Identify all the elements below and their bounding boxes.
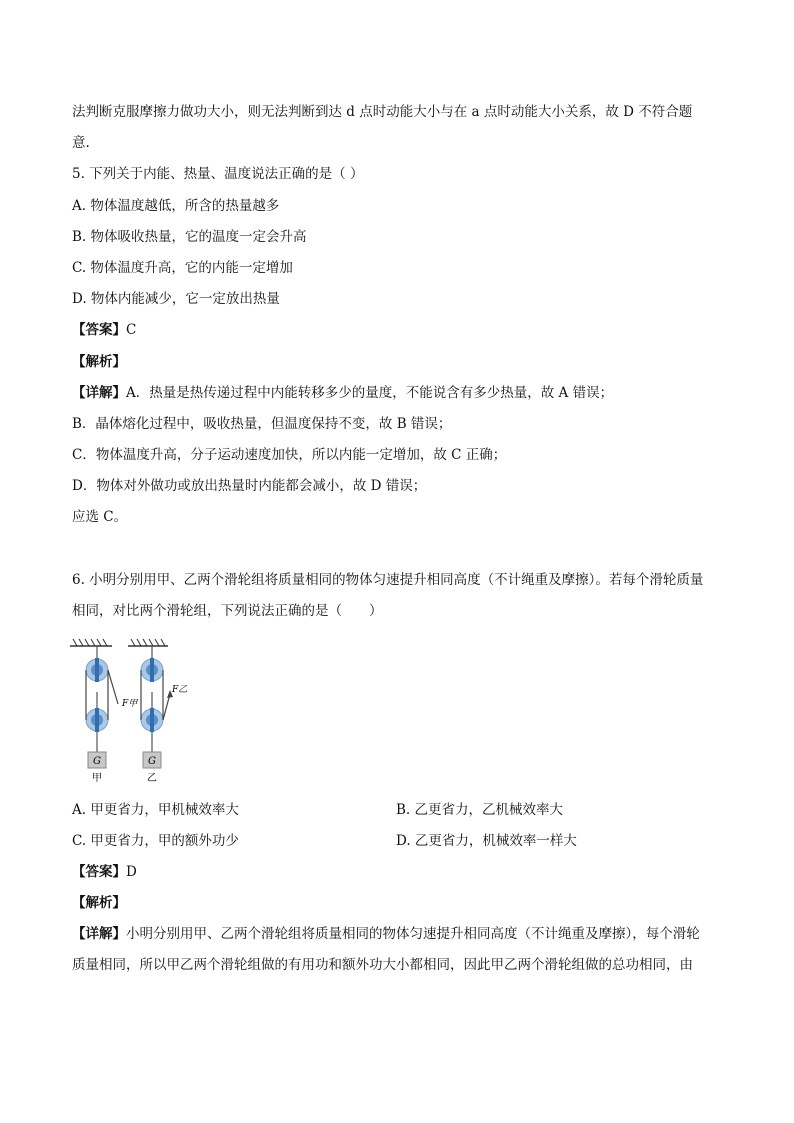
- q5-detail-line-3: C．物体温度升高，分子运动速度加快，所以内能一定增加，故 C 正确；: [72, 447, 507, 463]
- q5-answer: [72, 320, 136, 340]
- q6-option-b: B. 乙更省力，乙机械效率大: [396, 802, 564, 818]
- q5-analysis-tag: 【解析】: [72, 354, 126, 370]
- q6-stem-line-2: 相同，对比两个滑轮组，下列说法正确的是（ ）: [72, 603, 383, 619]
- q6-answer: [72, 862, 137, 882]
- answer-tag: 【答案】: [72, 864, 126, 880]
- weight-label-yi: G: [148, 756, 156, 767]
- caption-yi: 乙: [147, 773, 157, 784]
- ceiling-right: [128, 639, 168, 646]
- q6-option-c: C. 甲更省力，甲的额外功少: [72, 833, 239, 849]
- weight-label-jia: G: [93, 756, 101, 767]
- q5-option-a: A. 物体温度越低，所含的热量越多: [72, 198, 280, 214]
- q6-stem-line-1: 6. 小明分别用甲、乙两个滑轮组将质量相同的物体匀速提升相同高度（不计绳重及摩擦）。若每个滑轮质量: [72, 572, 704, 588]
- answer-value: D: [126, 864, 137, 880]
- q6-option-d: D. 乙更省力，机械效率一样大: [396, 833, 577, 849]
- q6-analysis-tag: 【解析】: [72, 895, 126, 911]
- prev-text-line-1: 法判断克服摩擦力做功大小，则无法判断到达 d 点时动能大小与在 a 点时动能大小关系，故 D 不符合题: [72, 104, 693, 120]
- answer-tag: 【答案】: [72, 322, 126, 338]
- answer-value: C: [126, 322, 137, 338]
- detail-tag: 【详解】: [72, 385, 126, 401]
- q6-detail-line-2: 质量相同，所以甲乙两个滑轮组做的有用功和额外功大小都相同，因此甲乙两个滑轮组做的总功相同，由: [72, 957, 693, 973]
- detail-tag: 【详解】: [72, 926, 126, 942]
- q5-detail-line-2: B．晶体熔化过程中，吸收热量，但温度保持不变，故 B 错误；: [72, 416, 452, 432]
- ceiling-left: [70, 639, 112, 646]
- q5-option-b: B. 物体吸收热量，它的温度一定会升高: [72, 229, 307, 245]
- q5-detail-line-4: D．物体对外做功或放出热量时内能都会减小，故 D 错误；: [72, 478, 427, 494]
- force-label-jia: F甲: [122, 699, 138, 709]
- prev-text-line-2: 意.: [72, 135, 90, 151]
- force-label-yi: F乙: [172, 685, 188, 695]
- caption-jia: 甲: [92, 773, 102, 784]
- q5-detail-line-1: 【详解】A．热量是热传递过程中内能转移多少的量度，不能说含有多少热量，故 A 错误；: [72, 385, 614, 401]
- q6-option-a: A. 甲更省力，甲机械效率大: [72, 802, 239, 818]
- q5-option-c: C. 物体温度升高，它的内能一定增加: [72, 260, 293, 276]
- pulley-system-yi: [141, 646, 173, 768]
- pulley-system-jia: [86, 646, 118, 768]
- pulley-figure: [68, 634, 198, 784]
- q6-detail-line-1: 【详解】小明分别用甲、乙两个滑轮组将质量相同的物体匀速提升相同高度（不计绳重及摩擦），每个滑轮: [72, 926, 700, 942]
- q5-stem: 5. 下列关于内能、热量、温度说法正确的是（ ）: [72, 166, 364, 182]
- q5-option-d: D. 物体内能减少，它一定放出热量: [72, 291, 280, 307]
- q5-detail-line-5: 应选 C。: [72, 509, 128, 525]
